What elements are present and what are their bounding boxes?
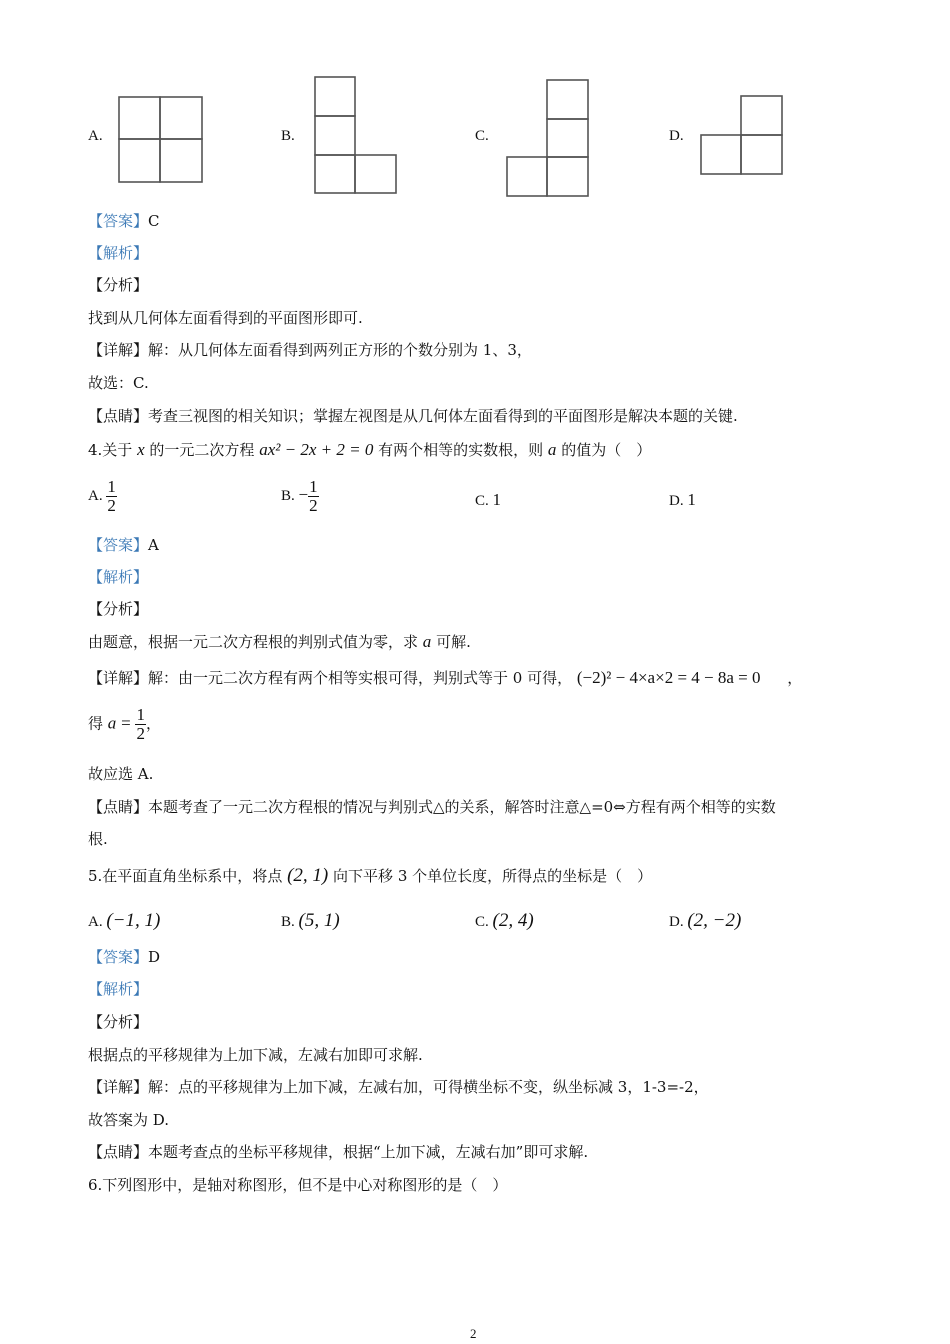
option-value: (−1, 1) [106,910,161,931]
q3-option-d-figure [0,0,950,200]
de-eq: = [121,713,131,733]
q5-stem-suffix: 向下平移 3 个单位长度，所得点的坐标是（ ） [333,867,653,885]
q3-dianjing: 【点睛】考查三视图的相关知识；掌握左视图是从几何体左面看得到的平面图形是解决本题的关键. [88,407,738,425]
numerator: 1 [107,477,116,496]
fenxi-text-1: 由题意，根据一元二次方程根的判别式值为零，求 [88,633,419,651]
answer-tag: 【答案】 [88,948,149,966]
xiangjie-equation: (−2)² − 4×a×2 = 4 − 8a = 0 [576,668,761,687]
q3-jiexi-tag: 【解析】 [88,244,149,262]
q3-fenxi-text: 找到从几何体左面看得到的平面图形即可. [88,309,363,327]
q3-fenxi-tag: 【分析】 [88,276,149,294]
q4-xiangjie [88,668,802,688]
q3-conclusion: 故选：C. [88,374,149,392]
q3-xiangjie: 【详解】解：从几何体左面看得到两列正方形的个数分别为 1、3， [88,341,532,359]
q5-option-b [281,910,340,932]
option-label: D. [669,914,684,930]
q5-conclusion: 故答案为 D. [88,1111,170,1129]
q3-option-a-label: A. [88,128,103,144]
fenxi-text-2: 可解. [436,633,471,651]
q5-option-d [669,910,741,932]
q3-answer: C [148,212,160,230]
fraction [106,478,117,515]
q4-fenxi-text [88,632,471,652]
answer-tag: 【答案】 [88,536,149,554]
q4-var-x: x [137,440,145,459]
option-label: A. [88,914,103,930]
answer-tag: 【答案】 [88,212,149,230]
q5-fenxi-tag: 【分析】 [88,1013,149,1031]
q4-stem-suffix: 有两个相等的实数根，则 [378,441,544,459]
q5-fenxi-text: 根据点的平移规律为上加下减，左减右加即可求解. [88,1046,423,1064]
denominator: 2 [136,724,145,743]
q5-option-a [88,910,160,932]
q4-jiexi-tag: 【解析】 [88,568,149,586]
option-value: (5, 1) [298,910,340,931]
q4-conclusion: 故应选 A. [88,765,154,783]
q4-equation: ax² − 2x + 2 = 0 [259,440,374,459]
page-number: 2 [470,1326,477,1341]
fraction [135,706,146,743]
q4-option-a [88,478,117,515]
de-var: a [107,713,117,733]
q3-option-d-label: D. [669,128,684,144]
option-label: B. [281,487,295,504]
q4-answer-line [88,535,159,555]
q4-option-c [475,490,501,510]
fraction [308,478,319,515]
q4-answer: A [148,536,159,554]
q3-option-c-label: C. [475,128,489,144]
q5-point: (2, 1) [287,865,329,886]
option-value: (2, −2) [687,910,742,931]
q3-option-b-label: B. [281,128,295,144]
q4-stem-prefix: 4.关于 [88,441,133,459]
q6-stem: 6.下列图形中，是轴对称图形，但不是中心对称图形的是（ ） [88,1176,508,1194]
q4-fenxi-tag: 【分析】 [88,600,149,618]
q5-stem-prefix: 5.在平面直角坐标系中，将点 [88,867,283,885]
q4-stem-end: 的值为（ ） [561,441,652,459]
q4-de-line [88,706,161,743]
q4-var-a: a [547,440,557,459]
q3-answer-line [88,211,160,231]
de-prefix: 得 [88,714,104,733]
option-label: C. [475,493,489,509]
de-suffix: ， [145,714,161,733]
option-value: (2, 4) [492,910,534,931]
q5-stem [88,866,652,886]
q4-option-b [281,478,319,515]
xiangjie-text: 【详解】解：由一元二次方程有两个相等实根可得，判别式等于 0 可得， [88,669,573,687]
q5-dianjing: 【点睛】本题考查点的坐标平移规律，根据“上加下减，左减右加”即可求解. [88,1143,589,1161]
numerator: 1 [136,705,145,724]
option-value: 1 [492,490,502,509]
fenxi-var: a [422,632,432,651]
option-label: C. [475,914,489,930]
option-label: A. [88,487,103,504]
q5-xiangjie: 【详解】解：点的平移规律为上加下减，左减右加，可得横坐标不变，纵坐标减 3，1-3=-2， [88,1078,709,1096]
option-label: B. [281,914,295,930]
q4-stem-mid: 的一元二次方程 [149,441,255,459]
q4-dianjing-2: 根. [88,830,108,848]
q5-jiexi-tag: 【解析】 [88,980,149,998]
q4-stem [88,440,651,460]
option-value: 1 [687,490,696,509]
q4-option-d [669,490,696,510]
option-label: D. [669,493,684,509]
q4-dianjing-1: 【点睛】本题考查了一元二次方程根的情况与判别式△的关系，解答时注意△=0⇔方程有两个相等的实数 [88,798,776,816]
denominator: 2 [107,496,116,515]
minus-sign: − [298,484,309,504]
xiangjie-comma: ， [787,669,803,687]
q5-answer: D [148,948,161,966]
numerator: 1 [309,477,318,496]
q5-answer-line [88,947,160,967]
denominator: 2 [309,496,318,515]
q5-option-c [475,910,534,932]
